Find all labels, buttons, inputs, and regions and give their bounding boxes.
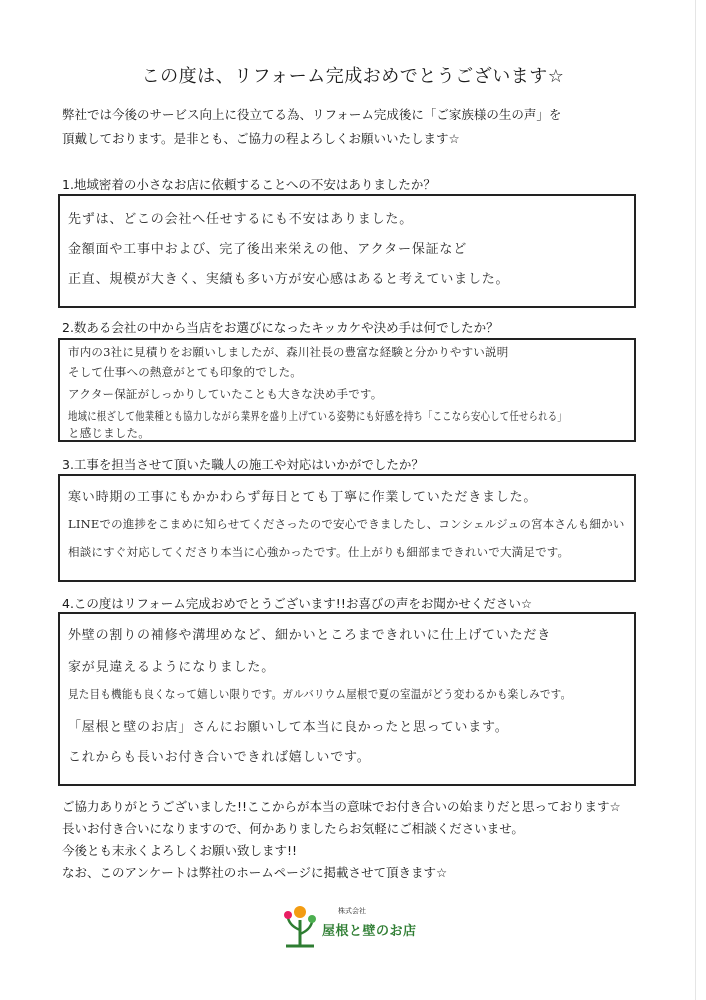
scan-edge-line — [695, 0, 696, 1000]
answer-box-2 — [58, 338, 636, 442]
answer-2-line: 地域に根ざして他業種とも協力しながら業界を盛り上げている姿勢にも好感を持ち「ここなら安心して任せられる」 — [68, 409, 567, 423]
logo-company-type: 株式会社 — [338, 907, 366, 915]
company-logo — [282, 900, 417, 950]
answer-3-line: 寒い時期の工事にもかかわらず毎日とても丁寧に作業していただきました。 — [68, 490, 538, 505]
answer-2-line: アクター保証がしっかりしていたことも大きな決め手です。 — [68, 387, 383, 401]
answer-3-line: 相談にすぐ対応してくださり本当に心強かったです。仕上がりも細部まできれいで大満足です。 — [68, 545, 570, 559]
answer-4-line: 家が見違えるようになりました。 — [68, 660, 276, 675]
answer-4-line: 見た目も機能も良くなって嬉しい限りです。ガルバリウム屋根で夏の室温がどう変わるかも楽しみです。 — [68, 687, 572, 701]
question-4: 4.この度はリフォーム完成おめでとうございます!!お喜びの声をお聞かせください☆ — [62, 596, 533, 611]
answer-box-3 — [58, 474, 636, 582]
closing-line: なお、このアンケートは弊社のホームページに掲載させて頂きます☆ — [62, 865, 448, 880]
answer-3-line: LINEでの進捗をこまめに知らせてくださったので安心できましたし、コンシェルジュの宮本さんも細かい — [68, 517, 625, 531]
question-2: 2.数ある会社の中から当店をお選びになったキッカケや決め手は何でしたか？ — [62, 320, 499, 335]
closing-line: 今後とも末永くよろしくお願い致します!! — [62, 843, 298, 858]
answer-box-1 — [58, 194, 636, 308]
intro-text — [62, 103, 662, 151]
question-3: 3.工事を担当させて頂いた職人の施工や対応はいかがでしたか？ — [62, 457, 424, 472]
intro-line: 弊社では今後のサービス向上に役立てる為、リフォーム完成後に「ご家族様の生の声」を — [62, 107, 562, 122]
logo-company-name: 屋根と壁のお店 — [322, 924, 417, 939]
answer-2-line: 市内の3社に見積りをお願いしましたが、森川社長の豊富な経験と分かりやすい説明 — [68, 345, 509, 359]
answer-1-line: 正直、規模が大きく、実績も多い方が安心感はあると考えていました。 — [68, 272, 510, 287]
answer-2-line: と感じました。 — [68, 426, 150, 440]
closing-line: 長いお付き合いになりますので、何かありましたらお気軽にご相談くださいませ。 — [62, 821, 524, 836]
page-title: この度は、リフォーム完成おめでとうございます☆ — [141, 66, 565, 87]
answer-2-line: そして仕事への熱意がとても印象的でした。 — [68, 365, 302, 379]
closing-text — [62, 796, 662, 884]
answer-4-line: 外壁の割りの補修や溝埋めなど、細かいところまできれいに仕上げていただき — [68, 628, 552, 643]
answer-box-4 — [58, 612, 636, 786]
intro-line: 頂戴しております。是非とも、ご協力の程よろしくお願いいたします☆ — [62, 131, 460, 146]
flower-logo-icon — [282, 900, 318, 948]
question-1: 1.地域密着の小さなお店に依頼することへの不安はありましたか？ — [62, 177, 436, 192]
answer-4-line: これからも長いお付き合いできれば嬉しいです。 — [68, 750, 371, 765]
answer-4-line: 「屋根と壁のお店」さんにお願いして本当に良かったと思っています。 — [68, 720, 509, 735]
answer-1-line: 先ずは、どこの会社へ任せするにも不安はありました。 — [68, 212, 414, 227]
closing-line: ご協力ありがとうございました!!ここからが本当の意味でお付き合いの始まりだと思っております☆ — [62, 799, 621, 814]
answer-1-line: 金額面や工事中および、完了後出来栄えの他、アクター保証など — [68, 242, 468, 257]
